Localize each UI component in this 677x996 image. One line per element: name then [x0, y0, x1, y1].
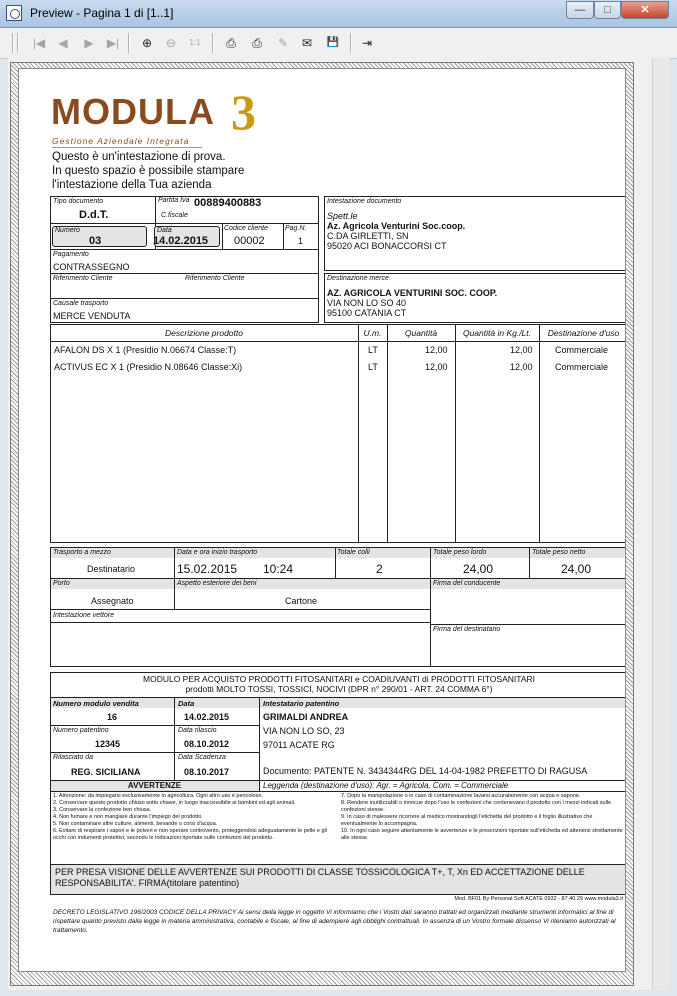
- document-page: [18, 68, 626, 972]
- logo-tagline: Gestione Aziendale Integrata: [52, 136, 190, 146]
- trasporto-data-label: Data e ora inizio trasporto: [177, 549, 258, 556]
- codice-cliente-value: 00002: [234, 235, 265, 247]
- modulo-subtitle: prodotti MOLTO TOSSI, TOSSICI, NOCIVI (DPR n° 290/01 - ART. 24 COMMA 6°): [185, 684, 493, 694]
- avvertenza-item: 9. In caso di malessere ricorrere al medico mostrandogli l'etichetta del prodotto e il foglio illustrativo che eventualmente lo accompagna.: [341, 814, 593, 827]
- numero-modulo-value: 16: [107, 712, 118, 722]
- totale-colli-label: Totale colli: [337, 549, 370, 556]
- intestazione-address: C.DA GIRLETTI, SN: [327, 231, 409, 241]
- numero-label: Numero: [55, 227, 80, 234]
- vettore-label: Intestazione vettore: [53, 612, 115, 619]
- intestatario-name: GRIMALDI ANDREA: [263, 712, 349, 722]
- data-rilascio-label: Data rilascio: [178, 727, 217, 734]
- footer-reference: Mod. BF01 By Personal Soft ACATE 0932 - 87 40 29 www.modula3.it: [454, 896, 623, 902]
- intestatario-address: VIA NON LO SO, 23: [263, 726, 345, 736]
- toolbar-grip: [17, 33, 19, 53]
- intestazione-greeting: Spett.le: [327, 211, 358, 221]
- privacy-notice: DECRETO LEGISLATIVO 196/2003 CODICE DELLA PRIVACY Ai sensi della legge in oggetto Vi informiamo che i Vostri dati saranno trattati ed organizzati mediante strumenti informatici al fine di rispettare quanto previsto dalla legge in materia amministrativa, contabile e fiscale, al fine di adempiere agli obblighi contrattuali. In assenza di un Vostro formale dissenso Vi riteniamo autorizzati al trattamento.: [53, 909, 616, 934]
- intestatario-documento: Documento: PATENTE N. 3434344RG DEL 14-04-1982 PREFETTO DI RAGUSA: [263, 766, 588, 776]
- preview-toolbar: [0, 28, 677, 59]
- avvertenze-right: [341, 793, 623, 842]
- pagina-label: Pag.N.: [285, 225, 307, 232]
- cell-quantita-kg: 12,00: [510, 362, 533, 372]
- tipo-documento-label: Tipo documento: [53, 198, 104, 205]
- intro-line: Questo è un'intestazione di prova.: [52, 151, 226, 163]
- data-rilascio-value: 08.10.2012: [184, 739, 230, 749]
- patentino-value: 12345: [95, 739, 121, 749]
- toolbar-separator: [350, 33, 352, 53]
- intro-line: l'intestazione della Tua azienda: [52, 179, 212, 191]
- data-scadenza-value: 08.10.2017: [184, 767, 230, 777]
- column-header-quantita: Quantità: [404, 328, 438, 338]
- email-button[interactable]: ✉: [301, 36, 313, 50]
- intestazione-city: 95020 ACI BONACCORSI CT: [327, 241, 447, 251]
- company-logo-digit: 3: [231, 84, 256, 140]
- firma-conducente-label: Firma del conducente: [433, 580, 501, 587]
- cell-descrizione: ACTIVUS EC X 1 (Presidio N.08646 Classe:Xi): [54, 362, 243, 372]
- preview-app-icon[interactable]: [6, 5, 22, 21]
- cell-descrizione: AFALON DS X 1 (Presidio N.06674 Classe:T): [54, 345, 237, 355]
- minimize-button[interactable]: —: [566, 1, 594, 19]
- numero-modulo-label: Numero modulo vendita: [53, 699, 139, 708]
- prev-page-button[interactable]: ◀: [58, 36, 68, 50]
- avvertenza-item: 1. Attenzione: da impiegarsi esclusivamente in agricoltura. Ogni altro uso è pericoloso.: [53, 793, 264, 799]
- avvertenza-item: 2. Conservare questo prodotto chiuso sotto chiave, in luogo inaccessibile ai bambini ed agli animali.: [53, 800, 296, 806]
- exit-button[interactable]: ⇥: [361, 36, 373, 50]
- avvertenze-label: AVVERTENZE: [127, 781, 182, 790]
- logo-underline: [52, 147, 202, 148]
- pagamento-value: CONTRASSEGNO: [53, 262, 130, 272]
- trasporto-mezzo-value: Destinatario: [87, 564, 136, 574]
- destinazione-name: AZ. AGRICOLA VENTURINI SOC. COOP.: [327, 288, 498, 298]
- export-button[interactable]: ✎: [277, 36, 289, 50]
- cell-quantita: 12,00: [425, 345, 448, 355]
- data-value: 14.02.2015: [153, 235, 209, 247]
- cell-destinazione: Commerciale: [555, 345, 609, 355]
- partita-iva-value: 00889400883: [194, 197, 262, 209]
- legenda-text: Leggenda (destinazione d'uso): Agr. = Agricola, Com. = Commerciale: [263, 781, 509, 790]
- avvertenza-item: 6. Evitare di respirare i vapori e le polveri e non operare controvento, proteggendosi adeguatamente le pelle e gli occhi con indumenti protettivi, secondo le indicazioni riportate sulle confezioni del prodotto.: [53, 828, 327, 841]
- totale-colli-value: 2: [376, 562, 383, 576]
- codice-cliente-label: Codice cliente: [224, 225, 268, 232]
- zoom-in-button[interactable]: ⊕: [141, 36, 153, 50]
- toolbar-separator: [212, 33, 214, 53]
- zoom-out-button[interactable]: ⊖: [165, 36, 177, 50]
- cell-quantita-kg: 12,00: [510, 345, 533, 355]
- tipo-documento-value: D.d.T.: [79, 209, 109, 221]
- data-scadenza-label: Data Scadenza: [178, 754, 226, 761]
- peso-netto-label: Totale peso netto: [532, 549, 586, 556]
- maximize-button[interactable]: □: [594, 1, 621, 19]
- aspetto-label: Aspetto esteriore dei beni: [177, 580, 257, 587]
- riferimento-cliente-label: Riferimento Cliente: [185, 275, 245, 282]
- avvertenza-item: 4. Non fumare e non mangiare durante l'impiego del prodotto.: [53, 814, 203, 820]
- column-header-quantita-kg: Quantità in Kg./Lt.: [462, 328, 532, 338]
- cell-um: LT: [368, 345, 378, 355]
- firma-avvertenze: PER PRESA VISIONE DELLE AVVERTENZE SUI PRODOTTI DI CLASSE TOSSICOLOGICA T+, T, Xn ED ACCETTAZIONE DELLE RESPONSABILITA'. FIRMA(titolare patentino): [55, 867, 585, 888]
- rilasciato-label: Rilasciato da: [53, 754, 94, 761]
- pagina-value: 1: [298, 236, 304, 246]
- close-button[interactable]: ✕: [621, 1, 669, 19]
- actual-size-button[interactable]: 1:1: [189, 38, 201, 47]
- destinazione-city: 95100 CATANIA CT: [327, 308, 407, 318]
- save-button[interactable]: 💾: [326, 37, 340, 48]
- trasporto-mezzo-label: Trasporto a mezzo: [53, 549, 111, 556]
- peso-netto-value: 24,00: [561, 562, 592, 576]
- intestatario-city: 97011 ACATE RG: [263, 740, 335, 750]
- cell-quantita: 12,00: [425, 362, 448, 372]
- toolbar-separator: [128, 33, 130, 53]
- print-setup-button[interactable]: ⎙: [252, 36, 262, 50]
- cell-um: LT: [368, 362, 378, 372]
- modulo-title: MODULO PER ACQUISTO PRODOTTI FITOSANITARI e COADIUVANTI di PRODOTTI FITOSANITARI: [143, 674, 535, 684]
- data-label: Data: [157, 227, 172, 234]
- avvertenza-item: 8. Rendere inutilizzabili o innocue dopo l'uso le confezioni che contenevano il prodotto con i mezzi indicati sulle confezioni stesse.: [341, 800, 612, 813]
- riferimento-cliente-label: Riferimento Cliente: [53, 275, 113, 282]
- aspetto-value: Cartone: [285, 596, 318, 606]
- porto-value: Assegnato: [91, 596, 134, 606]
- trasporto-data-value: 15.02.2015: [177, 562, 238, 576]
- intestazione-label: Intestazione documento: [327, 198, 402, 205]
- next-page-button[interactable]: ▶: [84, 36, 94, 50]
- toolbar-grip: [12, 33, 14, 53]
- title-bar[interactable]: [0, 0, 677, 28]
- avvertenza-item: 7. Dopo la manipolazione o in caso di contaminazione lavarsi accuratamente con acqua e sapone.: [341, 793, 581, 799]
- porto-label: Porto: [53, 580, 70, 587]
- transport-block: [50, 547, 626, 667]
- first-page-button[interactable]: |◀: [32, 36, 46, 50]
- cell-destinazione: Commerciale: [555, 362, 609, 372]
- column-header-destinazione: Destinazione d'uso: [547, 328, 620, 338]
- rilasciato-value: REG. SICILIANA: [71, 767, 141, 777]
- avvertenza-item: 10. In ogni caso seguire attentamente le avvertenze e le prescrizioni riportate sull'etichetta ed attenersi strettamente alle stesse.: [341, 828, 623, 841]
- codice-fiscale-label: C.fiscale: [161, 212, 188, 219]
- modulo-data-value: 14.02.2015: [184, 712, 230, 722]
- causale-value: MERCE VENDUTA: [53, 311, 131, 321]
- modulo-data-label: Data: [178, 699, 195, 708]
- peso-lordo-value: 24,00: [463, 562, 494, 576]
- peso-lordo-label: Totale peso lordo: [433, 549, 487, 556]
- intro-line: In questo spazio è possibile stampare: [52, 165, 245, 177]
- partita-iva-label: Partita Iva: [158, 197, 190, 204]
- destinazione-address: VIA NON LO SO 40: [327, 298, 407, 308]
- avvertenza-item: 5. Non contaminare altre culture, alimenti, bevande o corsi d'acqua.: [53, 821, 218, 827]
- firma-destinatario-label: Firma del destinatario: [433, 626, 501, 633]
- last-page-button[interactable]: ▶|: [106, 36, 120, 50]
- column-header-descrizione: Descrizione prodotto: [165, 328, 243, 338]
- window-title: Preview - Pagina 1 di [1..1]: [30, 6, 174, 20]
- destinazione-label: Destinazione merce: [327, 275, 389, 282]
- vertical-scrollbar[interactable]: [652, 58, 670, 990]
- patentino-label: Numero patentino: [53, 727, 109, 734]
- avvertenze-left: [53, 793, 335, 842]
- numero-value: 03: [89, 235, 102, 247]
- intro-text: [52, 150, 244, 192]
- print-button[interactable]: ⎙: [226, 36, 236, 50]
- trasporto-ora-value: 10:24: [263, 562, 294, 576]
- intestazione-name: Az. Agricola Venturini Soc.coop.: [327, 221, 466, 231]
- intestatario-label: Intestatario patentino: [263, 699, 340, 708]
- column-header-um: U.m.: [363, 328, 382, 338]
- pagamento-label: Pagamento: [53, 251, 89, 258]
- avvertenza-item: 3. Conservare la confezione ben chiusa.: [53, 807, 152, 813]
- company-logo-word: MODULA: [51, 91, 215, 132]
- causale-label: Causale trasporto: [53, 300, 109, 307]
